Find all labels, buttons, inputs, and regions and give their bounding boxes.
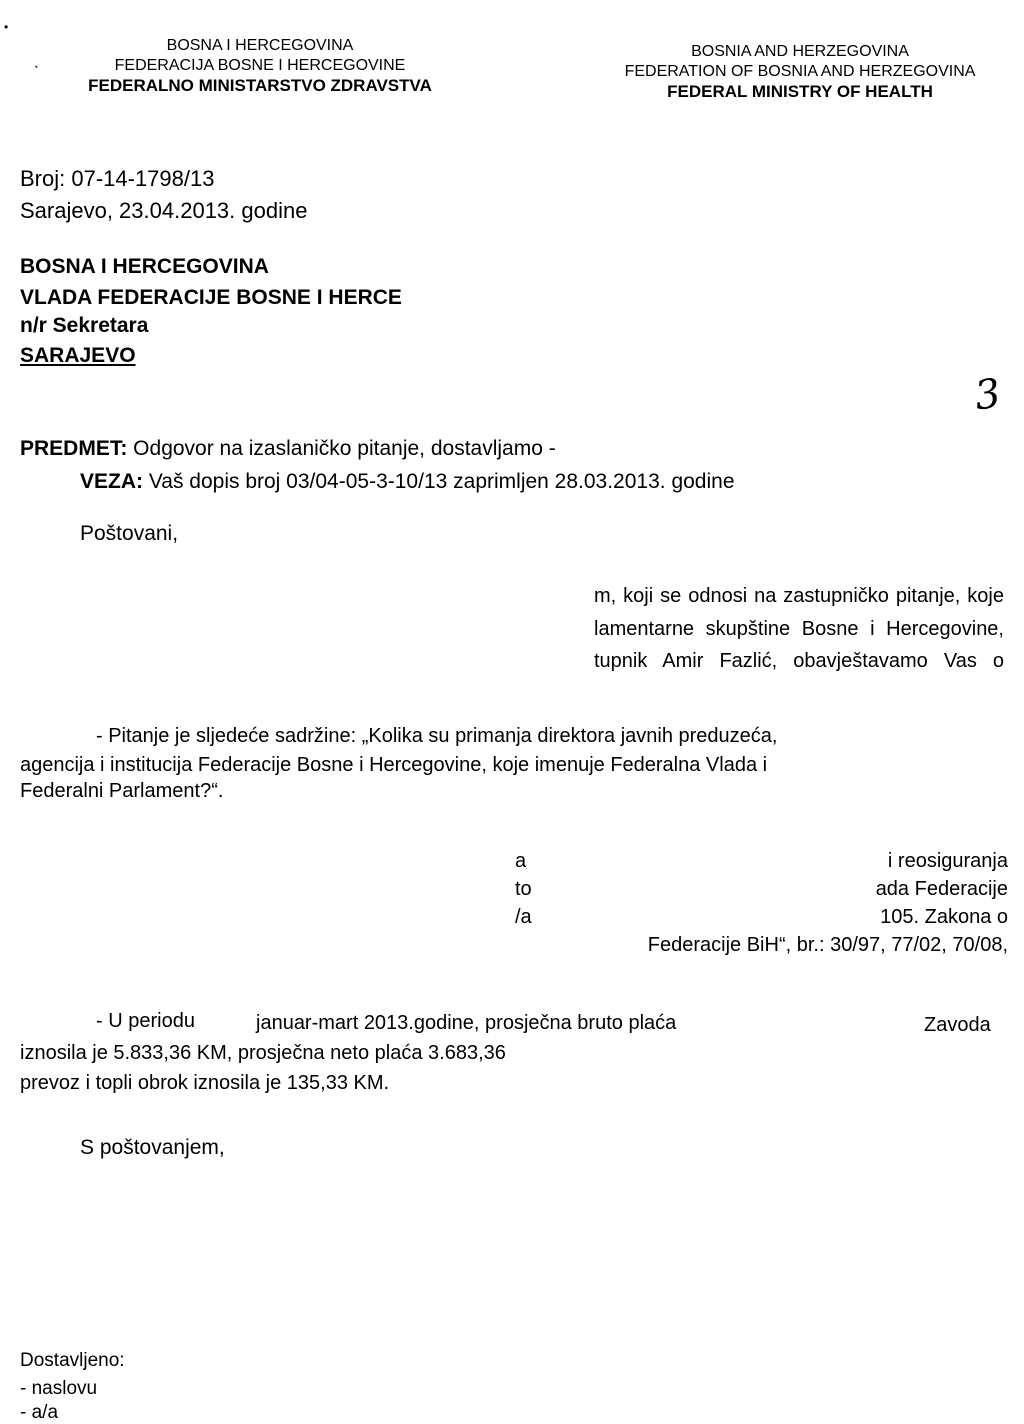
header-right (590, 42, 1010, 102)
link-label: VEZA: (80, 470, 143, 493)
link-text: Vaš dopis broj 03/04-05-3-10/13 zaprimljen 28.03.2013. godine (143, 470, 735, 493)
subject-text: Odgovor na izaslaničko pitanje, dostavljamo - (127, 437, 556, 460)
header-left-country: BOSNA I HERCEGOVINA (166, 37, 354, 54)
answer-line-2: iznosila je 5.833,36 KM, prosječna neto plaća 3.683,36 (20, 1042, 506, 1064)
paragraph2-right-3: 105. Zakona o (880, 906, 1008, 928)
paragraph1-line-1: m, koji se odnosi na zastupničko pitanje, koje (594, 585, 1004, 607)
delivered-label: Dostavljeno: (20, 1350, 125, 1371)
header-left (60, 36, 460, 96)
answer-line-1b: januar-mart 2013.godine, prosječna bruto plaća (256, 1012, 677, 1034)
salutation: Poštovani, (80, 522, 179, 545)
addressee-city: SARAJEVO (20, 344, 136, 367)
header-right-country: BOSNIA AND HERZEGOVINA (691, 43, 909, 60)
header-left-federation: FEDERACIJA BOSNE I HERCEGOVINE (114, 57, 406, 74)
scan-mark-bullet: • (4, 20, 9, 34)
answer-line-1c: Zavoda (924, 1014, 991, 1036)
delivered-item: - naslovu (20, 1378, 98, 1399)
delivered-item: - a/a (20, 1402, 59, 1423)
answer-line-3: prevoz i topli obrok iznosila je 135,33 KM. (20, 1072, 390, 1094)
scan-mark-hook: ˎ (34, 52, 40, 69)
question-line-3: Federalni Parlament?“. (20, 780, 224, 802)
question-line-2: agencija i institucija Federacije Bosne i Hercegovine, koje imenuje Federalna Vlada i (20, 754, 768, 776)
paragraph2-right-1: i reosiguranja (887, 850, 1008, 872)
reference-number: Broj: 07-14-1798/13 (20, 166, 215, 191)
reference-link-line (80, 470, 735, 494)
paragraph1-line-3: tupnik Amir Fazlić, obavještavamo Vas o (594, 650, 1004, 672)
reference-place-date: Sarajevo, 23.04.2013. godine (20, 198, 308, 223)
header-right-federation: FEDERATION OF BOSNIA AND HERZEGOVINA (624, 63, 976, 80)
header-left-ministry: FEDERALNO MINISTARSTVO ZDRAVSTVA (88, 76, 432, 95)
addressee-government: VLADA FEDERACIJE BOSNE I HERCE (20, 286, 402, 309)
paragraph2-right-2: ada Federacije (875, 878, 1008, 900)
handwritten-number: 3 (971, 370, 1004, 420)
paragraph2-left-2: to (515, 878, 532, 900)
addressee-country: BOSNA I HERCEGOVINA (20, 255, 269, 278)
paragraph2-left-1: a (515, 850, 527, 872)
header-right-ministry: FEDERAL MINISTRY OF HEALTH (667, 82, 933, 101)
answer-line-1a: - U periodu (96, 1010, 195, 1032)
subject-label: PREDMET: (20, 437, 128, 460)
subject-line (20, 437, 556, 461)
question-line-1: - Pitanje je sljedeće sadržine: „Kolika su primanja direktora javnih preduzeća, (96, 725, 778, 747)
paragraph2-left-3: /a (515, 906, 532, 928)
closing: S poštovanjem, (80, 1136, 225, 1159)
paragraph2-right-4: Federacije BiH“, br.: 30/97, 77/02, 70/08, (647, 934, 1008, 956)
paragraph1-line-2: lamentarne skupštine Bosne i Hercegovine, (594, 618, 1004, 640)
addressee-attention: n/r Sekretara (20, 314, 149, 337)
